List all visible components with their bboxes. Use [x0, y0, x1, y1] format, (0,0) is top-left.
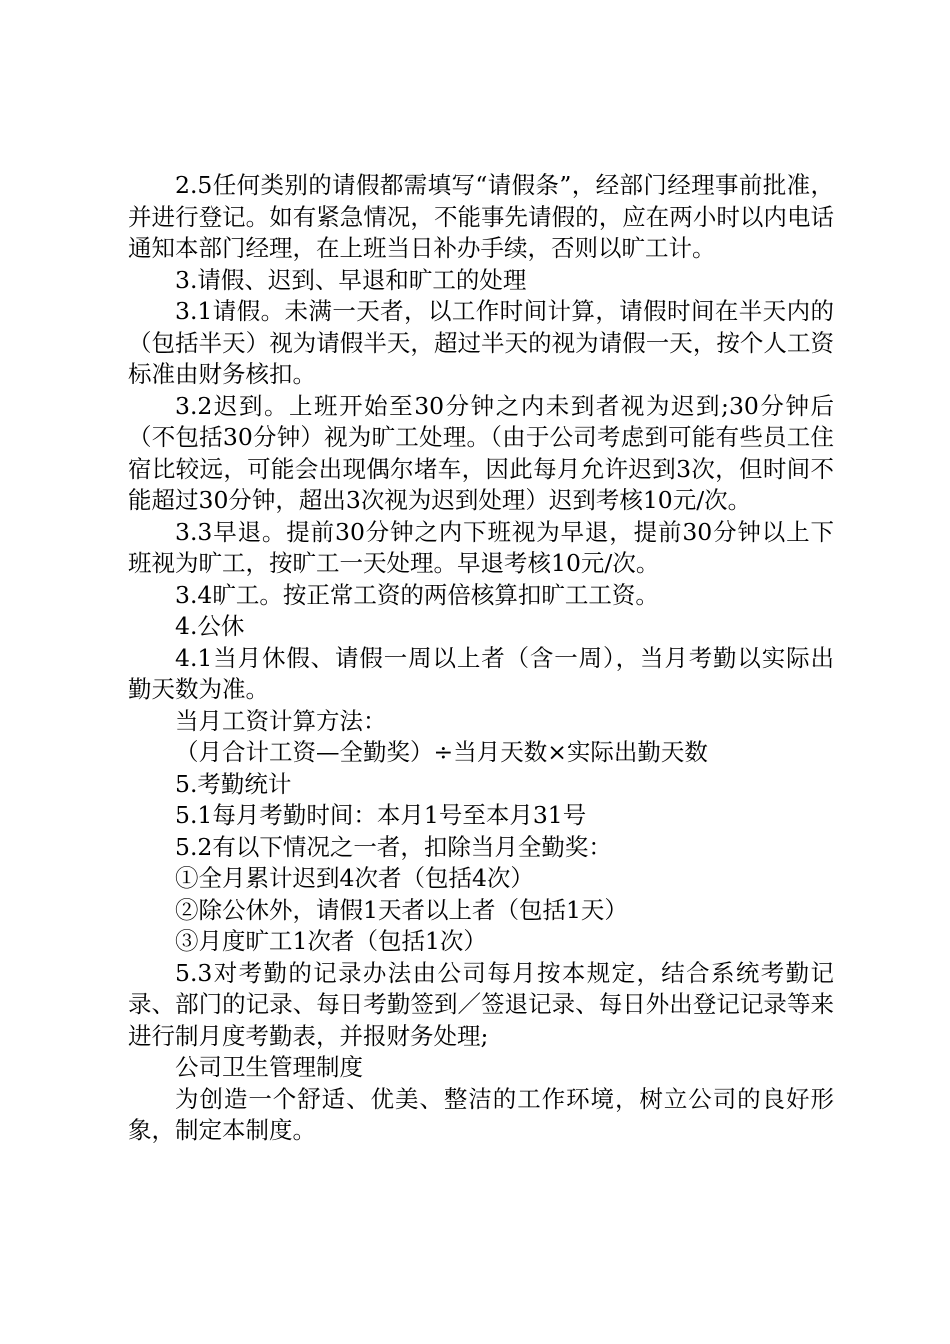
list-item-condition-1: ①全月累计迟到4次者（包括4次）: [175, 864, 534, 892]
paragraph-holiday-4-1: 4.1当月休假、请假一周以上者（含一周），当月考勤以实际出勤天数为准。: [128, 643, 834, 703]
paragraph-attendance-period-5-1: 5.1每月考勤时间：本月1号至本月31号: [175, 801, 587, 829]
paragraph-leave-request-2-5: 2.5任何类别的请假都需填写“请假条”，经部门经理事前批准，并进行登记。如有紧急情况，不能事先请假的，应在两小时以内电话通知本部门经理，在上班当日补办手续，否则以旷工计。: [128, 171, 834, 262]
heading-hygiene-policy: 公司卫生管理制度: [175, 1053, 363, 1081]
paragraph-salary-formula: （月合计工资—全勤奖）÷当月天数×实际出勤天数: [175, 738, 708, 766]
heading-section-5: 5.考勤统计: [175, 769, 292, 798]
paragraph-leave-3-1: 3.1请假。未满一天者，以工作时间计算，请假时间在半天内的（包括半天）视为请假半天，超过半天的视为请假一天，按个人工资标准由财务核扣。: [128, 297, 834, 388]
list-item-condition-2: ②除公休外，请假1天者以上者（包括1天）: [175, 895, 628, 924]
paragraph-late-3-2: 3.2迟到。上班开始至30分钟之内未到者视为迟到;30分钟后（不包括30分钟）视为旷工处理。（由于公司考虑到可能有些员工住宿比较远，可能会出现偶尔堵车，因此每月允许迟到3次，但时间不能超过30分钟，超出3次视为迟到处理）迟到考核10元/次。: [128, 391, 834, 514]
paragraph-records-5-3: 5.3对考勤的记录办法由公司每月按本规定，结合系统考勤记录、部门的记录、每日考勤签到／签退记录、每日外出登记记录等来进行制月度考勤表，并报财务处理;: [128, 958, 834, 1050]
heading-section-3: 3.请假、迟到、早退和旷工的处理: [175, 265, 527, 294]
document-page: [128, 170, 834, 1147]
paragraph-absence-3-4: 3.4旷工。按正常工资的两倍核算扣旷工工资。: [175, 580, 659, 609]
paragraph-hygiene-intro: 为创造一个舒适、优美、整洁的工作环境，树立公司的良好形象，制定本制度。: [128, 1084, 834, 1144]
list-item-condition-3: ③月度旷工1次者（包括1次）: [175, 927, 487, 955]
paragraph-salary-method-label: 当月工资计算方法：: [175, 706, 387, 735]
paragraph-deduction-5-2: 5.2有以下情况之一者，扣除当月全勤奖：: [175, 832, 612, 861]
heading-section-4: 4.公休: [175, 612, 245, 640]
paragraph-early-leave-3-3: 3.3早退。提前30分钟之内下班视为早退，提前30分钟以上下班视为旷工，按旷工一天处理。早退考核10元/次。: [128, 517, 834, 577]
